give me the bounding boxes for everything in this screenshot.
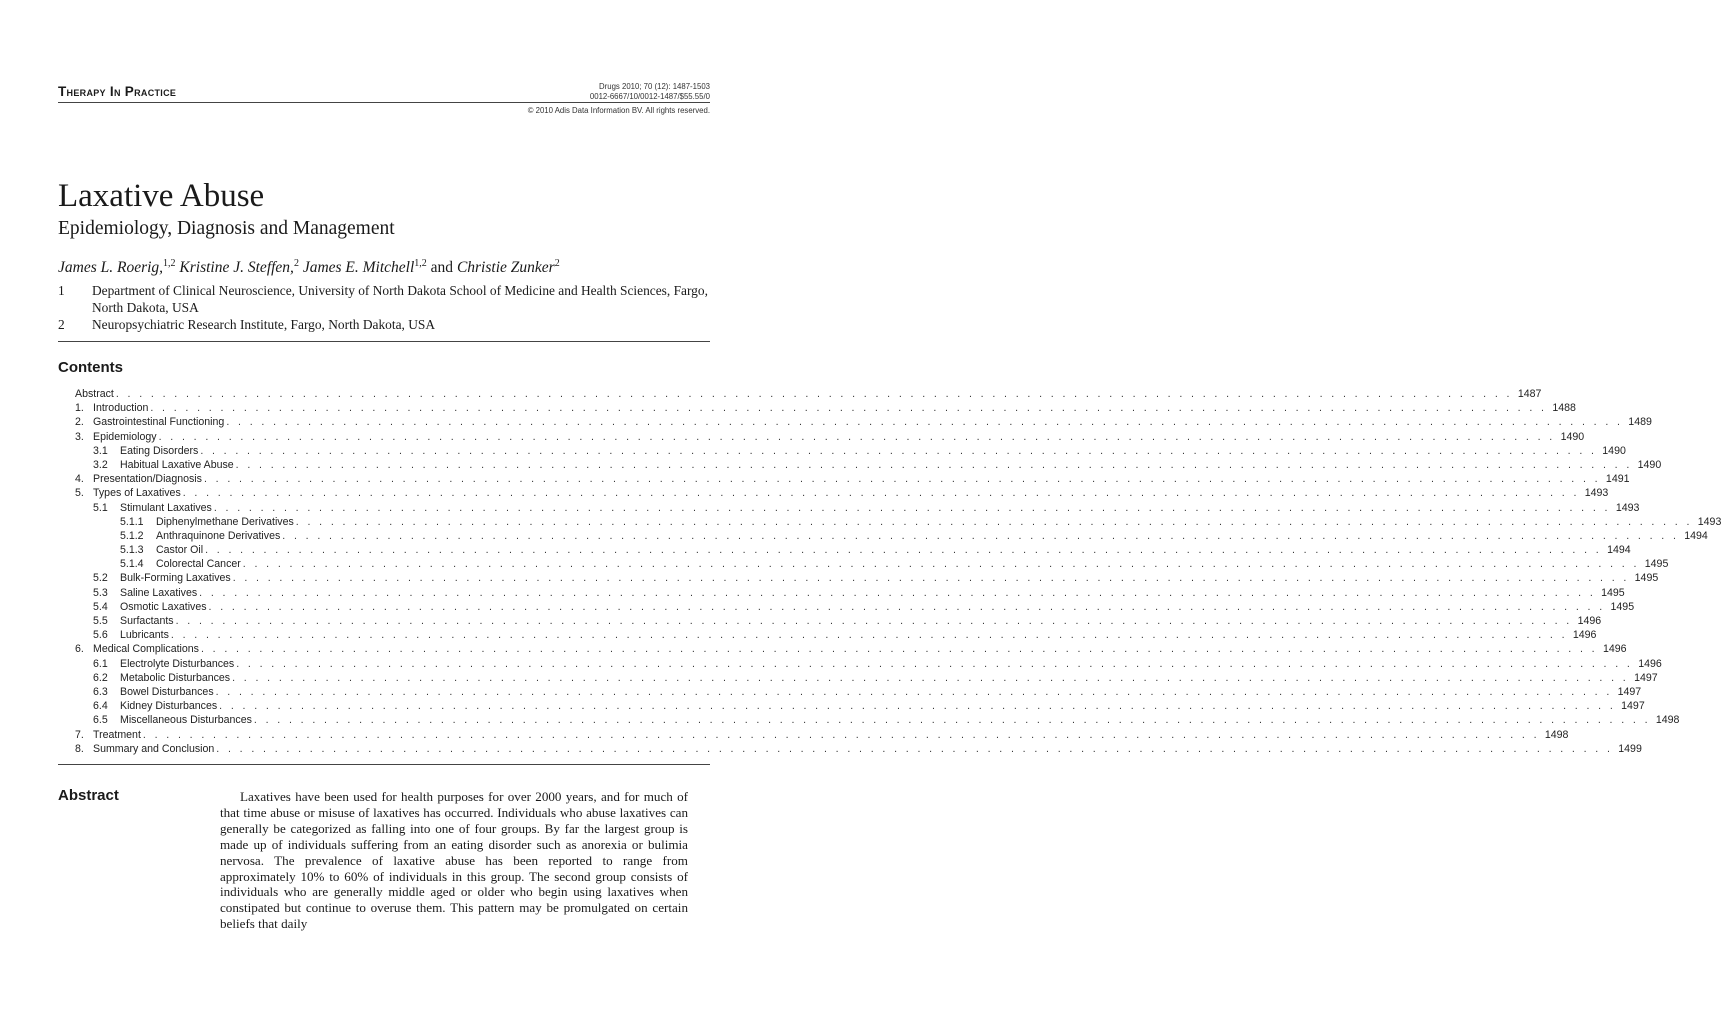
toc-entry-number: 8. bbox=[75, 742, 84, 755]
toc-entry-title: Epidemiology bbox=[93, 430, 157, 443]
toc-entry[interactable] bbox=[75, 486, 1609, 500]
toc-entry-title: Lubricants bbox=[120, 629, 169, 642]
toc-entry-page: 1495 bbox=[1601, 586, 1625, 599]
toc-dot-leader: . . . . . . . . . . . . . . . . . . . . . . . . . . . . . . . . . . . . . . . . . . . . . . . . . . . . . . . . . . . . . . . . . . . . . . . . . . . . . . . . . . . . . . . . . . . . . . . . . . . . . . . . . . . . . . . . . . . . . . . . bbox=[170, 629, 1568, 642]
article-subtitle: Epidemiology, Diagnosis and Management bbox=[58, 218, 395, 239]
toc-dot-leader: . . . . . . . . . . . . . . . . . . . . . . . . . . . . . . . . . . . . . . . . . . . . . . . . . . . . . . . . . . . . . . . . . . . . . . . . . . . . . . . . . . . . . . . . . . . . . . . . . . . . . . . . . . . . . . . . . . . . . . . . bbox=[215, 685, 1613, 698]
divider bbox=[58, 764, 710, 765]
toc-entry-number: 3.1 bbox=[93, 444, 108, 457]
toc-entry-number: 5.1.2 bbox=[120, 529, 144, 542]
toc-entry[interactable] bbox=[75, 657, 1662, 671]
toc-entry-page: 1493 bbox=[1697, 515, 1721, 528]
toc-entry-title: Osmotic Laxatives bbox=[120, 600, 207, 613]
toc-entry[interactable] bbox=[75, 728, 1569, 742]
toc-entry-page: 1491 bbox=[1605, 473, 1630, 486]
toc-dot-leader: . . . . . . . . . . . . . . . . . . . . . . . . . . . . . . . . . . . . . . . . . . . . . . . . . . . . . . . . . . . . . . . . . . . . . . . . . . . . . . . . . . . . . . . . . . . . . . . . . . . . . . . . . . . . . . . . . . . . . . . . bbox=[295, 515, 1693, 528]
citation bbox=[590, 82, 710, 101]
toc-entry-number: 5.1 bbox=[93, 501, 108, 514]
toc-entry-title: Treatment bbox=[93, 728, 141, 741]
toc-entry-number: 5.1.3 bbox=[120, 544, 144, 557]
toc-entry-title: Introduction bbox=[93, 402, 149, 415]
toc-entry-number: 3.2 bbox=[93, 458, 108, 471]
toc-entry-number: 5. bbox=[75, 487, 84, 500]
toc-entry[interactable] bbox=[75, 515, 1721, 529]
toc-entry-title: Presentation/Diagnosis bbox=[93, 473, 202, 486]
toc-dot-leader: . . . . . . . . . . . . . . . . . . . . . . . . . . . . . . . . . . . . . . . . . . . . . . . . . . . . . . . . . . . . . . . . . . . . . . . . . . . . . . . . . . . . . . . . . . . . . . . . . . . . . . . . . . . . . . . . . . . . . . . . bbox=[205, 544, 1602, 557]
toc-entry-number: 6.1 bbox=[93, 657, 108, 670]
toc-dot-leader: . . . . . . . . . . . . . . . . . . . . . . . . . . . . . . . . . . . . . . . . . . . . . . . . . . . . . . . . . . . . . . . . . . . . . . . . . . . . . . . . . . . . . . . . . . . . . . . . . . . . . . . . . . . . . . . . . . . . . . . . bbox=[200, 444, 1597, 457]
toc-entry[interactable] bbox=[75, 444, 1626, 458]
toc-dot-leader: . . . . . . . . . . . . . . . . . . . . . . . . . . . . . . . . . . . . . . . . . . . . . . . . . . . . . . . . . . . . . . . . . . . . . . . . . . . . . . . . . . . . . . . . . . . . . . . . . . . . . . . . . . . . . . . . . . . . . . . . bbox=[150, 402, 1547, 415]
toc-entry[interactable] bbox=[75, 458, 1662, 472]
toc-dot-leader: . . . . . . . . . . . . . . . . . . . . . . . . . . . . . . . . . . . . . . . . . . . . . . . . . . . . . . . . . . . . . . . . . . . . . . . . . . . . . . . . . . . . . . . . . . . . . . . . . . . . . . . . . . . . . . . . . . . . . . . . bbox=[219, 700, 1616, 713]
toc-entry-title: Surfactants bbox=[120, 615, 174, 627]
section-label-text: Therapy In Practice bbox=[58, 84, 177, 99]
toc-dot-leader: . . . . . . . . . . . . . . . . . . . . . . . . . . . . . . . . . . . . . . . . . . . . . . . . . . . . . . . . . . . . . . . . . . . . . . . . . . . . . . . . . . . . . . . . . . . . . . . . . . . . . . . . . . . . . . . . . . . . . . . . bbox=[142, 728, 1540, 741]
abstract-heading: Abstract bbox=[58, 787, 119, 804]
toc-entry-number: 7. bbox=[75, 728, 84, 741]
toc-entry-title: Colorectal Cancer bbox=[156, 558, 241, 571]
toc-entry-title: Summary and Conclusion bbox=[93, 742, 215, 755]
toc-entry-title: Electrolyte Disturbances bbox=[120, 657, 235, 670]
toc-entry-title: Metabolic Disturbances bbox=[120, 671, 231, 684]
toc-entry-page: 1496 bbox=[1577, 615, 1602, 627]
toc-dot-leader: . . . . . . . . . . . . . . . . . . . . . . . . . . . . . . . . . . . . . . . . . . . . . . . . . . . . . . . . . . . . . . . . . . . . . . . . . . . . . . . . . . . . . . . . . . . . . . . . . . . . . . . . . . . . . . . . . . . . . . . . bbox=[282, 529, 1679, 542]
toc-entry-page: 1489 bbox=[1628, 416, 1652, 429]
toc-entry-title: Stimulant Laxatives bbox=[120, 501, 212, 514]
toc-entry-page: 1497 bbox=[1617, 685, 1642, 698]
toc-entry-title: Anthraquinone Derivatives bbox=[156, 529, 281, 542]
contents-heading: Contents bbox=[58, 359, 123, 376]
toc-entry[interactable] bbox=[75, 628, 1597, 642]
toc-dot-leader: . . . . . . . . . . . . . . . . . . . . . . . . . . . . . . . . . . . . . . . . . . . . . . . . . . . . . . . . . . . . . . . . . . . . . . . . . . . . . . . . . . . . . . . . . . . . . . . . . . . . . . . . . . . . . . . . . . . . . . . . bbox=[175, 615, 1573, 627]
author-name: Kristine J. Steffen, bbox=[179, 259, 294, 277]
toc-entry-page: 1495 bbox=[1634, 572, 1659, 585]
toc-entry-page: 1490 bbox=[1560, 430, 1585, 443]
toc-entry-number: 4. bbox=[75, 473, 84, 486]
toc-entry-page: 1497 bbox=[1634, 671, 1658, 684]
toc-entry[interactable] bbox=[75, 557, 1669, 571]
toc-entry-page: 1496 bbox=[1638, 657, 1662, 670]
author-name: James L. Roerig, bbox=[58, 259, 164, 277]
affiliation-number: 1 bbox=[58, 283, 65, 298]
toc-entry-title: Medical Complications bbox=[93, 643, 199, 656]
affiliation-item bbox=[58, 316, 718, 333]
toc-entry-page: 1494 bbox=[1607, 544, 1631, 557]
toc-entry[interactable] bbox=[75, 543, 1631, 557]
toc-entry-title: Saline Laxatives bbox=[120, 586, 198, 599]
affiliation-item bbox=[58, 282, 718, 316]
toc-entry-title: Types of Laxatives bbox=[93, 487, 181, 500]
author-conjunction: and bbox=[430, 259, 454, 277]
toc-entry[interactable] bbox=[75, 713, 1680, 727]
toc-entry-page: 1494 bbox=[1684, 529, 1708, 542]
toc-entry[interactable] bbox=[75, 685, 1642, 699]
toc-dot-leader: . . . . . . . . . . . . . . . . . . . . . . . . . . . . . . . . . . . . . . . . . . . . . . . . . . . . . . . . . . . . . . . . . . . . . . . . . . . . . . . . . . . . . . . . . . . . . . . . . . . . . . . . . . . . . . . . . . . . . . . . bbox=[182, 487, 1580, 500]
author-affiliation-marker: 1,2 bbox=[414, 258, 427, 269]
toc-dot-leader: . . . . . . . . . . . . . . . . . . . . . . . . . . . . . . . . . . . . . . . . . . . . . . . . . . . . . . . . . . . . . . . . . . . . . . . . . . . . . . . . . . . . . . . . . . . . . . . . . . . . . . . . . . . . . . . . . . . . . . . . bbox=[200, 643, 1598, 656]
toc-entry[interactable] bbox=[75, 600, 1635, 614]
toc-entry-number: 5.3 bbox=[93, 586, 108, 599]
toc-entry[interactable] bbox=[75, 430, 1585, 444]
author-affiliation-marker: 2 bbox=[293, 258, 299, 269]
toc-entry-number: 2. bbox=[75, 416, 84, 429]
toc-dot-leader: . . . . . . . . . . . . . . . . . . . . . . . . . . . . . . . . . . . . . . . . . . . . . . . . . . . . . . . . . . . . . . . . . . . . . . . . . . . . . . . . . . . . . . . . . . . . . . . . . . . . . . . . . . . . . . . . . . . . . . . . bbox=[236, 657, 1633, 670]
toc-entry-number: 6.2 bbox=[93, 671, 108, 684]
toc-entry-page: 1498 bbox=[1655, 714, 1680, 727]
toc-entry-page: 1493 bbox=[1584, 487, 1609, 500]
toc-dot-leader: . . . . . . . . . . . . . . . . . . . . . . . . . . . . . . . . . . . . . . . . . . . . . . . . . . . . . . . . . . . . . . . . . . . . . . . . . . . . . . . . . . . . . . . . . . . . . . . . . . . . . . . . . . . . . . . . . . . . . . . . bbox=[235, 458, 1633, 471]
toc-entry[interactable] bbox=[75, 586, 1625, 600]
toc-entry-page: 1488 bbox=[1552, 402, 1576, 415]
toc-entry-page: 1493 bbox=[1615, 501, 1640, 514]
toc-entry-page: 1495 bbox=[1644, 558, 1669, 571]
toc-entry-title: Habitual Laxative Abuse bbox=[120, 458, 234, 471]
toc-entry-title: Kidney Disturbances bbox=[120, 700, 218, 713]
divider bbox=[58, 341, 710, 342]
toc-dot-leader: . . . . . . . . . . . . . . . . . . . . . . . . . . . . . . . . . . . . . . . . . . . . . . . . . . . . . . . . . . . . . . . . . . . . . . . . . . . . . . . . . . . . . . . . . . . . . . . . . . . . . . . . . . . . . . . . . . . . . . . . bbox=[208, 600, 1606, 613]
article-title: Laxative Abuse bbox=[58, 178, 265, 214]
author-name: Christie Zunker bbox=[456, 259, 555, 277]
toc-entry-page: 1497 bbox=[1621, 700, 1645, 713]
toc-entry-page: 1496 bbox=[1602, 643, 1627, 656]
toc-entry-number: 5.6 bbox=[93, 629, 108, 642]
toc-entry[interactable] bbox=[75, 529, 1708, 543]
toc-dot-leader: . . . . . . . . . . . . . . . . . . . . . . . . . . . . . . . . . . . . . . . . . . . . . . . . . . . . . . . . . . . . . . . . . . . . . . . . . . . . . . . . . . . . . . . . . . . . . . . . . . . . . . . . . . . . . . . . . . . . . . . . bbox=[199, 586, 1596, 599]
table-of-contents bbox=[75, 387, 1721, 756]
toc-dot-leader: . . . . . . . . . . . . . . . . . . . . . . . . . . . . . . . . . . . . . . . . . . . . . . . . . . . . . . . . . . . . . . . . . . . . . . . . . . . . . . . . . . . . . . . . . . . . . . . . . . . . . . . . . . . . . . . . . . . . . . . . bbox=[158, 430, 1556, 443]
toc-dot-leader: . . . . . . . . . . . . . . . . . . . . . . . . . . . . . . . . . . . . . . . . . . . . . . . . . . . . . . . . . . . . . . . . . . . . . . . . . . . . . . . . . . . . . . . . . . . . . . . . . . . . . . . . . . . . . . . . . . . . . . . . bbox=[216, 742, 1613, 755]
toc-entry-number: 5.1.4 bbox=[120, 558, 144, 571]
toc-entry-number: 5.4 bbox=[93, 600, 108, 613]
toc-dot-leader: . . . . . . . . . . . . . . . . . . . . . . . . . . . . . . . . . . . . . . . . . . . . . . . . . . . . . . . . . . . . . . . . . . . . . . . . . . . . . . . . . . . . . . . . . . . . . . . . . . . . . . . . . . . . . . . . . . . . . . . . bbox=[232, 671, 1629, 684]
toc-entry-title: Miscellaneous Disturbances bbox=[120, 714, 252, 727]
toc-entry-page: 1487 bbox=[1517, 388, 1542, 400]
toc-entry-title: Diphenylmethane Derivatives bbox=[156, 515, 294, 528]
affiliation-text: Neuropsychiatric Research Institute, Fargo, North Dakota, USA bbox=[92, 317, 435, 332]
toc-entry[interactable] bbox=[75, 387, 1542, 401]
toc-dot-leader: . . . . . . . . . . . . . . . . . . . . . . . . . . . . . . . . . . . . . . . . . . . . . . . . . . . . . . . . . . . . . . . . . . . . . . . . . . . . . . . . . . . . . . . . . . . . . . . . . . . . . . . . . . . . . . . . . . . . . . . . bbox=[115, 388, 1513, 400]
toc-entry[interactable] bbox=[75, 501, 1640, 515]
toc-entry-page: 1490 bbox=[1602, 444, 1626, 457]
toc-entry[interactable] bbox=[75, 742, 1642, 756]
toc-entry-title: Gastrointestinal Functioning bbox=[93, 416, 225, 429]
toc-entry-title: Castor Oil bbox=[156, 544, 204, 557]
toc-entry-number: 1. bbox=[75, 402, 84, 415]
toc-entry-number: 6.4 bbox=[93, 700, 108, 713]
toc-entry-title: Bowel Disturbances bbox=[120, 685, 214, 698]
toc-entry-number: 3. bbox=[75, 430, 84, 443]
citation-line-2: 0012-6667/10/0012-1487/$55.55/0 bbox=[589, 91, 710, 101]
toc-entry-page: 1498 bbox=[1544, 728, 1569, 741]
toc-entry[interactable] bbox=[75, 571, 1659, 585]
author-affiliation-marker: 1,2 bbox=[163, 258, 176, 269]
author-affiliation-marker: 2 bbox=[554, 258, 560, 269]
toc-entry-page: 1495 bbox=[1610, 600, 1635, 613]
citation-line-1: Drugs 2010; 70 (12): 1487-1503 bbox=[599, 82, 710, 91]
toc-entry[interactable] bbox=[75, 401, 1576, 415]
toc-entry-page: 1490 bbox=[1637, 458, 1662, 471]
toc-entry[interactable] bbox=[75, 472, 1630, 486]
toc-entry-number: 6.5 bbox=[93, 714, 108, 727]
toc-entry-number: 5.1.1 bbox=[120, 515, 144, 528]
toc-dot-leader: . . . . . . . . . . . . . . . . . . . . . . . . . . . . . . . . . . . . . . . . . . . . . . . . . . . . . . . . . . . . . . . . . . . . . . . . . . . . . . . . . . . . . . . . . . . . . . . . . . . . . . . . . . . . . . . . . . . . . . . . bbox=[213, 501, 1611, 514]
header-rule bbox=[58, 102, 710, 103]
toc-entry-page: 1499 bbox=[1618, 742, 1642, 755]
toc-entry[interactable] bbox=[75, 642, 1627, 656]
section-label bbox=[58, 84, 176, 99]
toc-entry-title: Bulk-Forming Laxatives bbox=[120, 572, 231, 585]
toc-entry[interactable] bbox=[75, 614, 1602, 628]
toc-entry[interactable] bbox=[75, 699, 1645, 713]
toc-entry-number: 5.2 bbox=[93, 572, 108, 585]
toc-entry-number: 6. bbox=[75, 643, 84, 656]
toc-dot-leader: . . . . . . . . . . . . . . . . . . . . . . . . . . . . . . . . . . . . . . . . . . . . . . . . . . . . . . . . . . . . . . . . . . . . . . . . . . . . . . . . . . . . . . . . . . . . . . . . . . . . . . . . . . . . . . . . . . . . . . . . bbox=[226, 416, 1623, 429]
author-name: James E. Mitchell bbox=[302, 259, 415, 277]
affiliations bbox=[58, 282, 718, 333]
toc-dot-leader: . . . . . . . . . . . . . . . . . . . . . . . . . . . . . . . . . . . . . . . . . . . . . . . . . . . . . . . . . . . . . . . . . . . . . . . . . . . . . . . . . . . . . . . . . . . . . . . . . . . . . . . . . . . . . . . . . . . . . . . . bbox=[242, 558, 1640, 571]
toc-dot-leader: . . . . . . . . . . . . . . . . . . . . . . . . . . . . . . . . . . . . . . . . . . . . . . . . . . . . . . . . . . . . . . . . . . . . . . . . . . . . . . . . . . . . . . . . . . . . . . . . . . . . . . . . . . . . . . . . . . . . . . . . bbox=[232, 572, 1630, 585]
toc-dot-leader: . . . . . . . . . . . . . . . . . . . . . . . . . . . . . . . . . . . . . . . . . . . . . . . . . . . . . . . . . . . . . . . . . . . . . . . . . . . . . . . . . . . . . . . . . . . . . . . . . . . . . . . . . . . . . . . . . . . . . . . . bbox=[203, 473, 1601, 486]
toc-dot-leader: . . . . . . . . . . . . . . . . . . . . . . . . . . . . . . . . . . . . . . . . . . . . . . . . . . . . . . . . . . . . . . . . . . . . . . . . . . . . . . . . . . . . . . . . . . . . . . . . . . . . . . . . . . . . . . . . . . . . . . . . bbox=[253, 714, 1651, 727]
toc-entry-title: Abstract bbox=[75, 388, 114, 400]
affiliation-text: Department of Clinical Neuroscience, University of North Dakota School of Medicine and Health Sciences, Fargo, North Dakota, USA bbox=[92, 283, 708, 315]
toc-entry[interactable] bbox=[75, 415, 1652, 429]
author-list bbox=[58, 254, 560, 278]
toc-entry-number: 5.5 bbox=[93, 615, 108, 627]
toc-entry-number: 6.3 bbox=[93, 685, 108, 698]
abstract-text: Laxatives have been used for health purposes for over 2000 years, and for much of that time abuse or misuse of laxatives has occurred. Individuals who abuse laxatives can generally be categorized as falling into one of four groups. By far the largest group is made up of individuals suffering from an eating disorder such as anorexia or bulimia nervosa. The prevalence of laxative abuse has been reported to range from approximately 10% to 60% of individuals in this group. The second group consists of individuals who are generally middle aged or older who begin using laxatives when constipated but continue to overuse them. This pattern may be promulgated on certain beliefs that daily bbox=[220, 789, 688, 932]
copyright: © 2010 Adis Data Information BV. All rights reserved. bbox=[527, 106, 710, 115]
affiliation-number: 2 bbox=[58, 317, 65, 332]
toc-entry[interactable] bbox=[75, 671, 1658, 685]
toc-entry-title: Eating Disorders bbox=[120, 444, 199, 457]
toc-entry-page: 1496 bbox=[1572, 629, 1597, 642]
